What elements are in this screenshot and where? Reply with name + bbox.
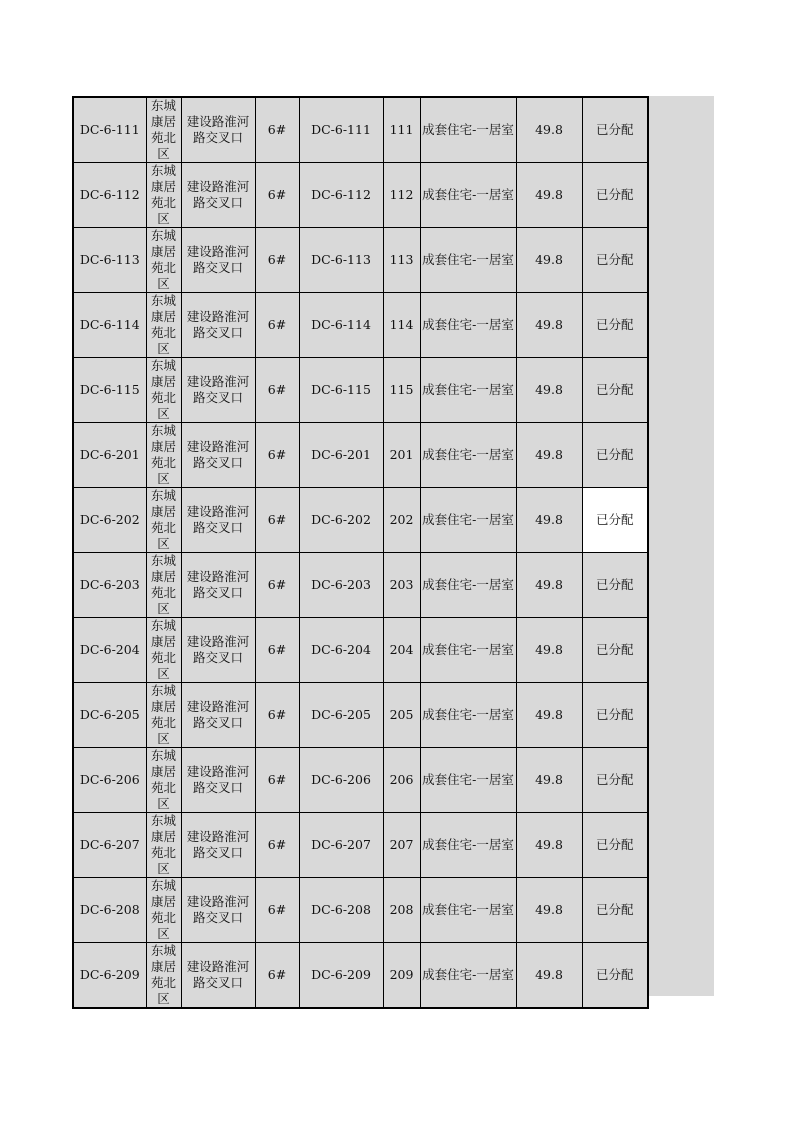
room-number-cell[interactable]: 111 [383,97,420,163]
table-row [73,488,648,553]
allocation-status-cell[interactable]: 已分配 [582,228,648,293]
building-cell[interactable]: 6# [255,943,299,1009]
house-code-cell[interactable]: DC-6-208 [73,878,146,943]
housing-type-cell[interactable]: 成套住宅-一居室 [420,358,516,423]
building-cell[interactable]: 6# [255,358,299,423]
room-number-cell[interactable]: 209 [383,943,420,1009]
location-cell[interactable]: 建设路淮河路交叉口 [181,423,255,488]
community-cell[interactable]: 东城康居苑北区 [146,943,181,1009]
housing-type-cell[interactable]: 成套住宅-一居室 [420,228,516,293]
table-body [73,97,648,1008]
area-cell[interactable]: 49.8 [516,228,582,293]
area-cell[interactable]: 49.8 [516,943,582,1009]
housing-type-cell[interactable]: 成套住宅-一居室 [420,423,516,488]
building-cell[interactable]: 6# [255,813,299,878]
community-cell[interactable]: 东城康居苑北区 [146,488,181,553]
area-cell[interactable]: 49.8 [516,748,582,813]
community-cell[interactable]: 东城康居苑北区 [146,683,181,748]
room-number-cell[interactable]: 202 [383,488,420,553]
location-cell[interactable]: 建设路淮河路交叉口 [181,553,255,618]
allocation-status-cell[interactable]: 已分配 [582,683,648,748]
table-row [73,228,648,293]
house-code-cell[interactable]: DC-6-201 [73,423,146,488]
table-row [73,553,648,618]
community-cell[interactable]: 东城康居苑北区 [146,748,181,813]
allocation-status-cell[interactable]: 已分配 [582,163,648,228]
house-code-cell[interactable]: DC-6-111 [73,97,146,163]
area-cell[interactable]: 49.8 [516,293,582,358]
location-cell[interactable]: 建设路淮河路交叉口 [181,358,255,423]
allocation-status-cell[interactable]: 已分配 [582,97,648,163]
area-cell[interactable]: 49.8 [516,488,582,553]
housing-type-cell[interactable]: 成套住宅-一居室 [420,488,516,553]
building-cell[interactable]: 6# [255,553,299,618]
community-cell[interactable]: 东城康居苑北区 [146,423,181,488]
location-cell[interactable]: 建设路淮河路交叉口 [181,293,255,358]
unit-code-cell[interactable]: DC-6-202 [299,488,383,553]
location-cell[interactable]: 建设路淮河路交叉口 [181,97,255,163]
housing-table [72,96,649,1009]
community-cell[interactable]: 东城康居苑北区 [146,553,181,618]
housing-type-cell[interactable]: 成套住宅-一居室 [420,813,516,878]
area-cell[interactable]: 49.8 [516,97,582,163]
room-number-cell[interactable]: 113 [383,228,420,293]
house-code-cell[interactable]: DC-6-115 [73,358,146,423]
allocation-status-cell[interactable]: 已分配 [582,423,648,488]
unit-code-cell[interactable]: DC-6-115 [299,358,383,423]
unit-code-cell[interactable]: DC-6-113 [299,228,383,293]
building-cell[interactable]: 6# [255,748,299,813]
table-row [73,97,648,163]
location-cell[interactable]: 建设路淮河路交叉口 [181,618,255,683]
building-cell[interactable]: 6# [255,618,299,683]
house-code-cell[interactable]: DC-6-204 [73,618,146,683]
building-cell[interactable]: 6# [255,683,299,748]
unit-code-cell[interactable]: DC-6-201 [299,423,383,488]
unit-code-cell[interactable]: DC-6-207 [299,813,383,878]
table-row [73,813,648,878]
unit-code-cell[interactable]: DC-6-206 [299,748,383,813]
allocation-status-cell[interactable]: 已分配 [582,358,648,423]
house-code-cell[interactable]: DC-6-112 [73,163,146,228]
table-row [73,878,648,943]
housing-type-cell[interactable]: 成套住宅-一居室 [420,293,516,358]
allocation-status-cell-selected[interactable]: 已分配 [582,488,648,553]
table-row [73,293,648,358]
area-cell[interactable]: 49.8 [516,683,582,748]
table-row [73,163,648,228]
table-row [73,943,648,1009]
allocation-status-cell[interactable]: 已分配 [582,813,648,878]
allocation-status-cell[interactable]: 已分配 [582,748,648,813]
location-cell[interactable]: 建设路淮河路交叉口 [181,748,255,813]
community-cell[interactable]: 东城康居苑北区 [146,228,181,293]
location-cell[interactable]: 建设路淮河路交叉口 [181,943,255,1009]
room-number-cell[interactable]: 208 [383,878,420,943]
community-cell[interactable]: 东城康居苑北区 [146,358,181,423]
location-cell[interactable]: 建设路淮河路交叉口 [181,683,255,748]
unit-code-cell[interactable]: DC-6-204 [299,618,383,683]
unit-code-cell[interactable]: DC-6-112 [299,163,383,228]
location-cell[interactable]: 建设路淮河路交叉口 [181,813,255,878]
location-cell[interactable]: 建设路淮河路交叉口 [181,878,255,943]
room-number-cell[interactable]: 114 [383,293,420,358]
community-cell[interactable]: 东城康居苑北区 [146,878,181,943]
unit-code-cell[interactable]: DC-6-114 [299,293,383,358]
allocation-status-cell[interactable]: 已分配 [582,553,648,618]
area-cell[interactable]: 49.8 [516,878,582,943]
house-code-cell[interactable]: DC-6-209 [73,943,146,1009]
room-number-cell[interactable]: 112 [383,163,420,228]
table-row [73,683,648,748]
unit-code-cell[interactable]: DC-6-111 [299,97,383,163]
unit-code-cell[interactable]: DC-6-203 [299,553,383,618]
location-cell[interactable]: 建设路淮河路交叉口 [181,488,255,553]
room-number-cell[interactable]: 115 [383,358,420,423]
house-code-cell[interactable]: DC-6-205 [73,683,146,748]
housing-type-cell[interactable]: 成套住宅-一居室 [420,163,516,228]
building-cell[interactable]: 6# [255,228,299,293]
room-number-cell[interactable]: 206 [383,748,420,813]
community-cell[interactable]: 东城康居苑北区 [146,293,181,358]
community-cell[interactable]: 东城康居苑北区 [146,618,181,683]
room-number-cell[interactable]: 205 [383,683,420,748]
unit-code-cell[interactable]: DC-6-209 [299,943,383,1009]
allocation-status-cell[interactable]: 已分配 [582,618,648,683]
community-cell[interactable]: 东城康居苑北区 [146,813,181,878]
location-cell[interactable]: 建设路淮河路交叉口 [181,163,255,228]
room-number-cell[interactable]: 204 [383,618,420,683]
building-cell[interactable]: 6# [255,423,299,488]
allocation-status-cell[interactable]: 已分配 [582,878,648,943]
area-cell[interactable]: 49.8 [516,423,582,488]
unit-code-cell[interactable]: DC-6-208 [299,878,383,943]
house-code-cell[interactable]: DC-6-203 [73,553,146,618]
room-number-cell[interactable]: 203 [383,553,420,618]
location-cell[interactable]: 建设路淮河路交叉口 [181,228,255,293]
housing-type-cell[interactable]: 成套住宅-一居室 [420,618,516,683]
building-cell[interactable]: 6# [255,878,299,943]
room-number-cell[interactable]: 207 [383,813,420,878]
area-cell[interactable]: 49.8 [516,553,582,618]
area-cell[interactable]: 49.8 [516,813,582,878]
area-cell[interactable]: 49.8 [516,358,582,423]
community-cell[interactable]: 东城康居苑北区 [146,97,181,163]
house-code-cell[interactable]: DC-6-202 [73,488,146,553]
housing-type-cell[interactable]: 成套住宅-一居室 [420,683,516,748]
area-cell[interactable]: 49.8 [516,618,582,683]
housing-type-cell[interactable]: 成套住宅-一居室 [420,943,516,1009]
house-code-cell[interactable]: DC-6-113 [73,228,146,293]
house-code-cell[interactable]: DC-6-206 [73,748,146,813]
housing-type-cell[interactable]: 成套住宅-一居室 [420,748,516,813]
table-row [73,618,648,683]
building-cell[interactable]: 6# [255,293,299,358]
housing-type-cell[interactable]: 成套住宅-一居室 [420,553,516,618]
table-row [73,358,648,423]
room-number-cell[interactable]: 201 [383,423,420,488]
housing-type-cell[interactable]: 成套住宅-一居室 [420,878,516,943]
housing-type-cell[interactable]: 成套住宅-一居室 [420,97,516,163]
unit-code-cell[interactable]: DC-6-205 [299,683,383,748]
building-cell[interactable]: 6# [255,163,299,228]
house-code-cell[interactable]: DC-6-207 [73,813,146,878]
table-row [73,423,648,488]
allocation-status-cell[interactable]: 已分配 [582,293,648,358]
building-cell[interactable]: 6# [255,488,299,553]
table-row [73,748,648,813]
community-cell[interactable]: 东城康居苑北区 [146,163,181,228]
building-cell[interactable]: 6# [255,97,299,163]
house-code-cell[interactable]: DC-6-114 [73,293,146,358]
area-cell[interactable]: 49.8 [516,163,582,228]
allocation-status-cell[interactable]: 已分配 [582,943,648,1009]
